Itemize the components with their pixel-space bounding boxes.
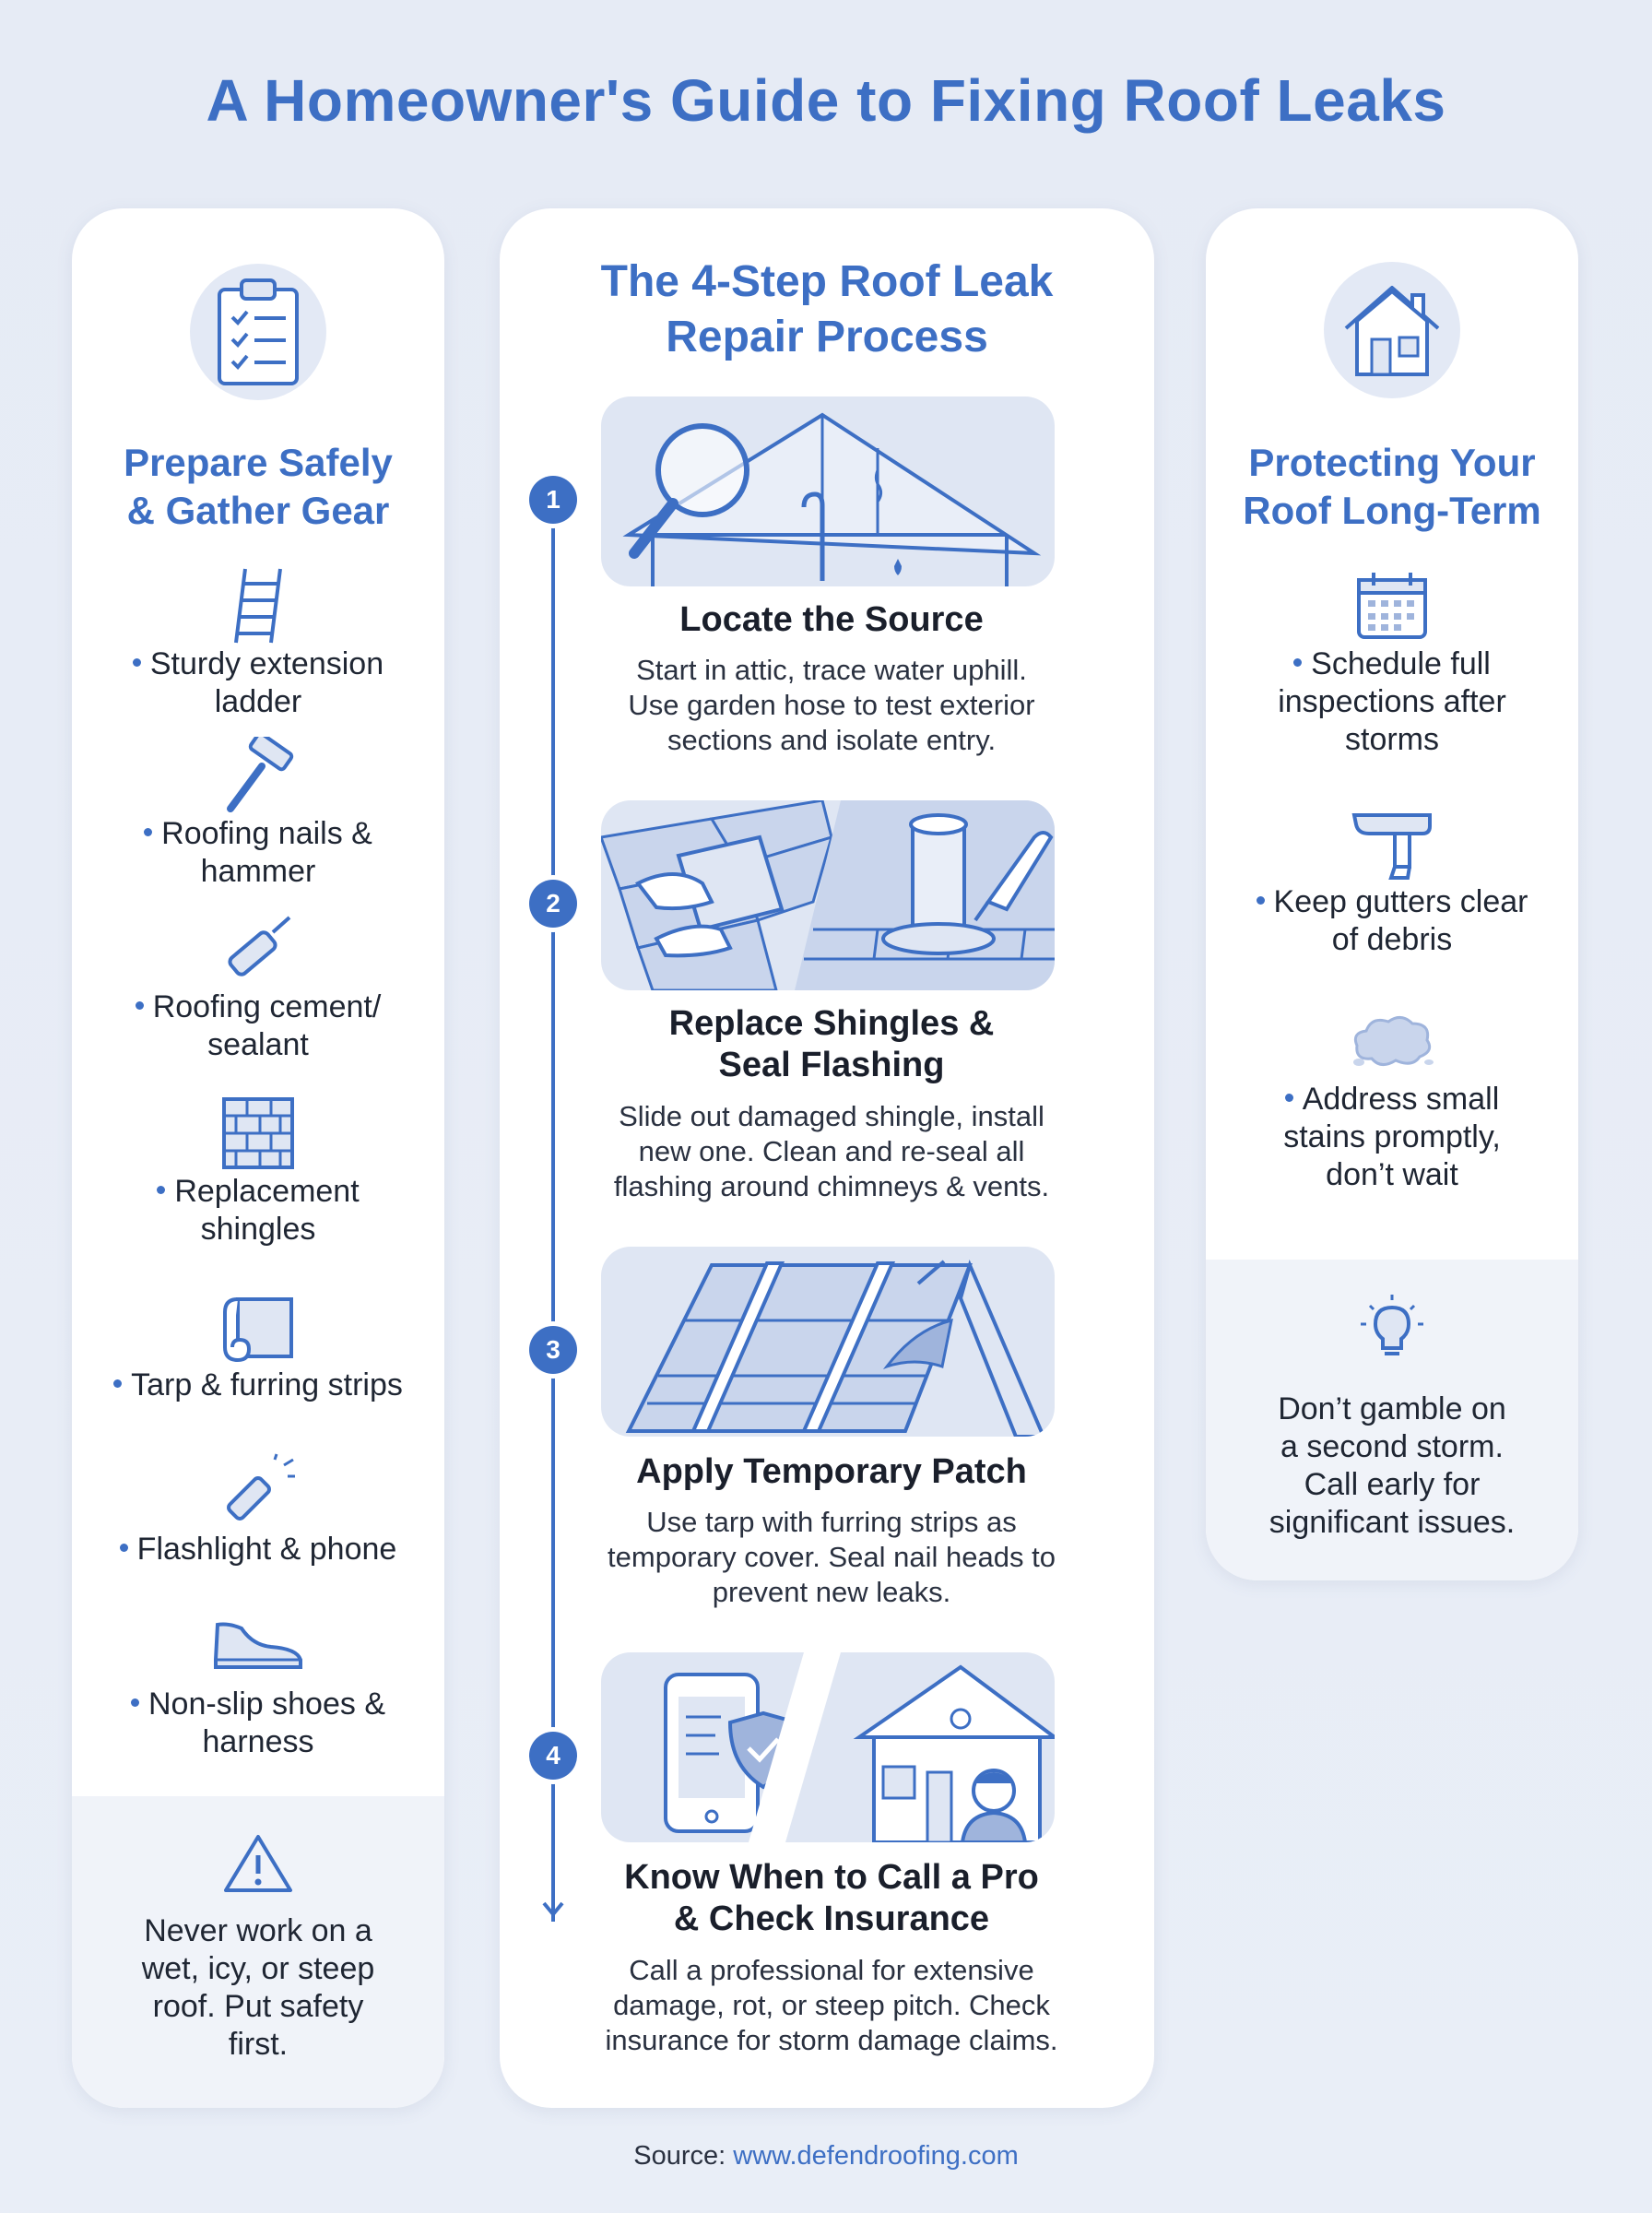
step-3-number: 3: [529, 1326, 577, 1374]
clipboard-checklist-icon: [190, 264, 326, 400]
prepare-heading: Prepare Safely & Gather Gear: [124, 441, 393, 532]
page-title: A Homeowner's Guide to Fixing Roof Leaks: [206, 67, 1446, 134]
step-4-description: Call a professional for extensive damage, rot, or steep pitch. Check insurance for storm damage claims.: [605, 1954, 1058, 2056]
step-3-title: Apply Temporary Patch: [636, 1452, 1027, 1491]
flashlight-icon: [219, 1452, 297, 1530]
gear-item-sealant: Roofing cement/ sealant: [72, 909, 444, 1064]
step-1-description: Start in attic, trace water uphill. Use garden hose to test exterior sections and isolate entry.: [628, 654, 1035, 756]
step-3-description: Use tarp with furring strips as temporary cover. Seal nail heads to prevent new leaks.: [608, 1506, 1056, 1608]
process-heading: The 4-Step Roof Leak Repair Process: [600, 257, 1054, 361]
source-line: [0, 2141, 1652, 2172]
long-term-panel: [1206, 208, 1578, 1580]
gear-item-shoes: Non-slip shoes & harness: [72, 1606, 444, 1761]
lightbulb-icon: [1357, 1293, 1427, 1363]
shoe-icon: [210, 1614, 306, 1678]
gear-item-shingles: Replacement shingles: [72, 1094, 444, 1249]
tarp-roll-icon: [221, 1290, 295, 1364]
step-1-illustration: [601, 396, 1055, 586]
source-link[interactable]: www.defendroofing.com: [733, 2141, 1019, 2171]
gear-item-hammer: Roofing nails & hammer: [72, 736, 444, 891]
house-icon: [1324, 262, 1460, 398]
long-term-heading: Protecting Your Roof Long-Term: [1243, 441, 1541, 532]
tip-item-stains: Address small stains promptly, don’t wait: [1206, 1001, 1578, 1194]
gear-label: Sturdy extension: [149, 646, 384, 681]
source-label: Source:: [633, 2141, 734, 2171]
step-2-description: Slide out damaged shingle, install new one. Clean and re-seal all flashing around chimneys & vents.: [613, 1100, 1050, 1202]
safety-callout: Never work on a wet, icy, or steep roof. Put safety first.: [72, 1796, 444, 2108]
gear-item-flashlight: Flashlight & phone: [72, 1451, 444, 1568]
step-1-number: 1: [529, 476, 577, 524]
tip-item-inspections: Schedule full inspections after storms: [1206, 566, 1578, 759]
call-early-callout: Don’t gamble on a second storm. Call early for significant issues.: [1206, 1260, 1578, 1580]
prepare-gear-panel: [72, 208, 444, 2108]
shingles-icon: [221, 1096, 295, 1170]
gear-item-tarp: Tarp & furring strips: [72, 1287, 444, 1404]
step-4-illustration: [601, 1652, 1055, 1842]
repair-process-panel: [500, 208, 1154, 2108]
gear-item-ladder: Sturdy extension ladder: [72, 566, 444, 721]
hammer-icon: [219, 737, 297, 814]
gutter-icon: [1351, 806, 1434, 882]
step-1-title: Locate the Source: [679, 600, 984, 639]
tip-item-gutters: Keep gutters clear of debris: [1206, 804, 1578, 959]
warning-icon: [223, 1833, 293, 1894]
sealant-tube-icon: [219, 910, 297, 988]
ladder-icon: [230, 567, 286, 645]
calendar-icon: [1355, 571, 1429, 641]
stain-puddle-icon: [1348, 1009, 1436, 1073]
step-2-title: Replace Shingles & Seal Flashing: [668, 1004, 995, 1084]
step-2-illustration: [601, 800, 1055, 990]
step-2-number: 2: [529, 880, 577, 928]
step-4-title: Know When to Call a Pro & Check Insurance: [624, 1858, 1039, 1938]
step-4-number: 4: [529, 1732, 577, 1780]
step-3-illustration: [601, 1247, 1055, 1437]
